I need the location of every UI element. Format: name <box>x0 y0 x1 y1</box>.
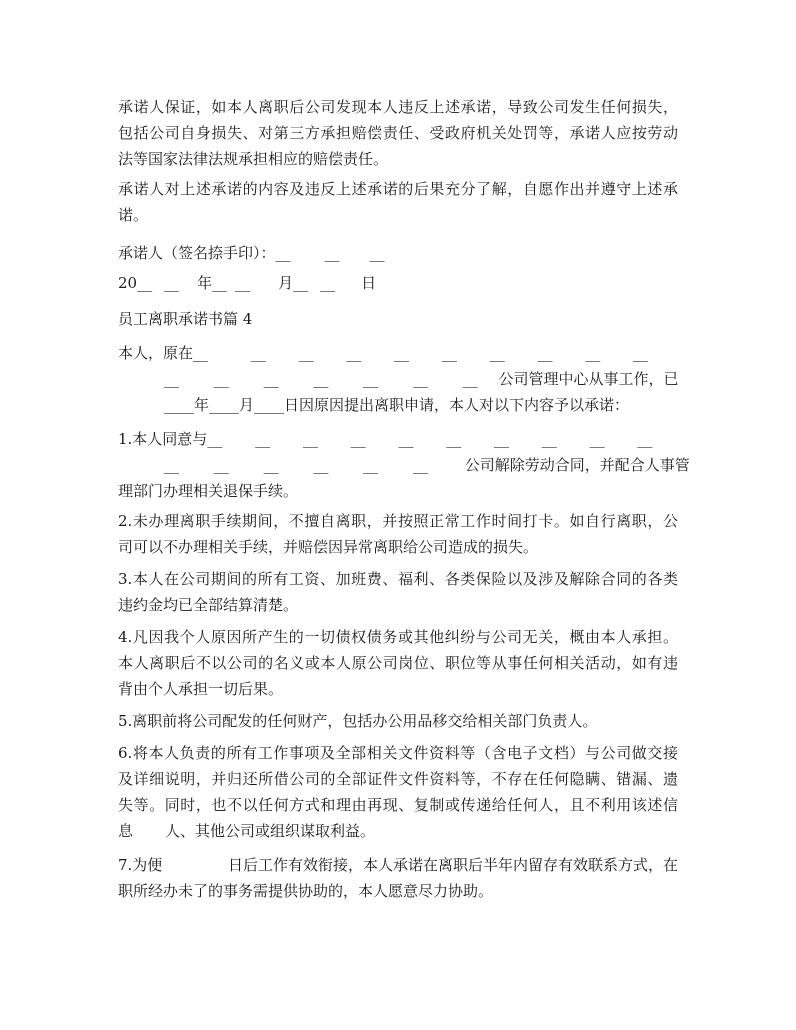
intro-blank: __ <box>363 370 379 388</box>
text-line: 本人离职后不以公司的名义或本人原公司岗位、职位等从事任何相关活动，如有违 <box>118 654 678 672</box>
signature-blank: __ <box>324 244 340 262</box>
date-prefix: 20 <box>118 274 138 292</box>
intro-blank: __ <box>394 344 410 362</box>
intro-blank: __ <box>250 344 266 362</box>
item-1-blank: __ <box>313 456 329 474</box>
text-fragment: 息 <box>118 822 134 840</box>
text-line: 背由个人承担一切后果。 <box>118 680 284 698</box>
item-1-blank: __ <box>207 430 223 448</box>
text-line: 承诺人对上述承诺的内容及违反上述承诺的后果充分了解，自愿作出并遵守上述承 <box>118 180 678 198</box>
item-1-blank: __ <box>541 430 557 448</box>
item-1-blank: __ <box>302 430 318 448</box>
intro-date-line: ____年____月____日因原因提出离职申请，本人对以下内容予以承诺： <box>164 396 630 414</box>
item-1-blank: __ <box>589 430 605 448</box>
item-4 <box>118 624 678 702</box>
intro-blank: __ <box>298 344 314 362</box>
intro-blank: __ <box>537 344 553 362</box>
date-day-label: 日 <box>361 274 377 292</box>
item-1-blank: __ <box>494 430 509 448</box>
paragraph-liability <box>118 94 678 172</box>
date-month-label: 月 <box>278 274 294 292</box>
text-line: 承诺人保证，如本人离职后公司发现本人违反上述承诺，导致公司发生任何损失， <box>118 98 678 116</box>
signature-blank: __ <box>369 244 385 262</box>
item-1-blank: __ <box>263 456 279 474</box>
date-blank: __ <box>293 274 309 292</box>
intro-blank: __ <box>633 344 649 362</box>
intro-blank: __ <box>441 344 457 362</box>
text-line: 职所经办未了的事务需提供协助的，本人愿意尽力协助。 <box>118 882 494 900</box>
intro-prefix: 本人，原在 <box>118 344 194 362</box>
item-6 <box>118 740 678 844</box>
item-1 <box>118 426 690 504</box>
item-1-blank: __ <box>164 456 179 474</box>
text-line: 诺。 <box>118 206 149 224</box>
text-line: 失等。同时，也不以任何方式和理由再现、复制或传递给任何人，且不利用该述信 <box>118 796 678 814</box>
text-line: 4.凡因我个人原因所产生的一切债权债务或其他纠纷与公司无关，概由本人承担。 <box>118 628 678 646</box>
date-blank: __ <box>212 274 228 292</box>
intro-blank: __ <box>462 370 478 388</box>
item-1-blank: __ <box>412 456 428 474</box>
intro-blank: __ <box>213 370 229 388</box>
text-line: 及详细说明，并归还所借公司的全部证件文件资料等，不存在任何隐瞒、错漏、遗 <box>118 770 678 788</box>
item-1-blank: __ <box>637 430 653 448</box>
text-fragment: 7.为便 <box>118 856 163 874</box>
item-5 <box>118 708 678 734</box>
heading-text: 员工离职承诺书篇 4 <box>118 310 253 328</box>
intro-blank: __ <box>489 344 505 362</box>
date-blank: __ <box>235 274 251 292</box>
item-1-blank: __ <box>446 430 462 448</box>
signature-line <box>118 240 678 266</box>
item-1-blank: __ <box>255 430 271 448</box>
item-1-blank: __ <box>350 430 366 448</box>
item-7 <box>118 852 678 904</box>
intro-blank: __ <box>164 370 179 388</box>
item-3 <box>118 566 678 618</box>
text-line: 3.本人在公司期间的所有工资、加班费、福利、各类保险以及涉及解除合同的各类 <box>118 570 678 588</box>
item-1-blank: __ <box>213 456 229 474</box>
item-1-prefix: 1.本人同意与 <box>118 430 208 448</box>
text-fragment: 人、其他公司或组织谋取利益。 <box>165 822 376 840</box>
date-blank: __ <box>164 274 180 292</box>
item-2 <box>118 508 678 560</box>
date-line <box>118 270 678 296</box>
signature-label: 承诺人（签名捺手印）： <box>118 244 276 262</box>
intro-blank: __ <box>346 344 362 362</box>
intro-blank: __ <box>313 370 329 388</box>
intro-blank: __ <box>585 344 601 362</box>
text-line: 2.未办理离职手续期间，不擅自离职，并按照正常工作时间打卡。如自行离职，公 <box>118 512 678 530</box>
text-line: 违约金均已全部结算清楚。 <box>118 596 299 614</box>
text-line: 法等国家法律法规承担相应的赔偿责任。 <box>118 150 389 168</box>
intro-suffix: 公司管理中心从事工作，已 <box>498 370 679 388</box>
intro-blank: __ <box>412 370 428 388</box>
item-1-suffix: 公司解除劳动合同，并配合人事管 <box>464 456 690 474</box>
date-year-label: 年 <box>197 274 213 292</box>
signature-blank: __ <box>275 244 291 262</box>
date-blank: __ <box>320 274 336 292</box>
paragraph-intro <box>118 340 678 418</box>
item-1-blank: __ <box>363 456 379 474</box>
intro-blank: __ <box>193 344 209 362</box>
text-line: 6.将本人负责的所有工作事项及全部相关文件资料等（含电子文档）与公司做交接 <box>118 744 678 762</box>
item-1-blank: __ <box>398 430 414 448</box>
text-line: 包括公司自身损失、对第三方承担赔偿责任、受政府机关处罚等，承诺人应按劳动 <box>118 124 678 142</box>
text-line: 5.离职前将公司配发的任何财产，包括办公用品移交给相关部门负责人。 <box>118 712 598 730</box>
text-line: 理部门办理相关退保手续。 <box>118 482 299 500</box>
paragraph-acknowledgement <box>118 176 678 228</box>
section-heading <box>118 306 678 332</box>
text-fragment: 日后工作有效衔接，本人承诺在离职后半年内留存有效联系方式，在 <box>227 856 678 874</box>
date-blank: __ <box>137 274 153 292</box>
text-line: 司可以不办理相关手续，并赔偿因异常离职给公司造成的损失。 <box>118 538 539 556</box>
intro-blank: __ <box>263 370 279 388</box>
